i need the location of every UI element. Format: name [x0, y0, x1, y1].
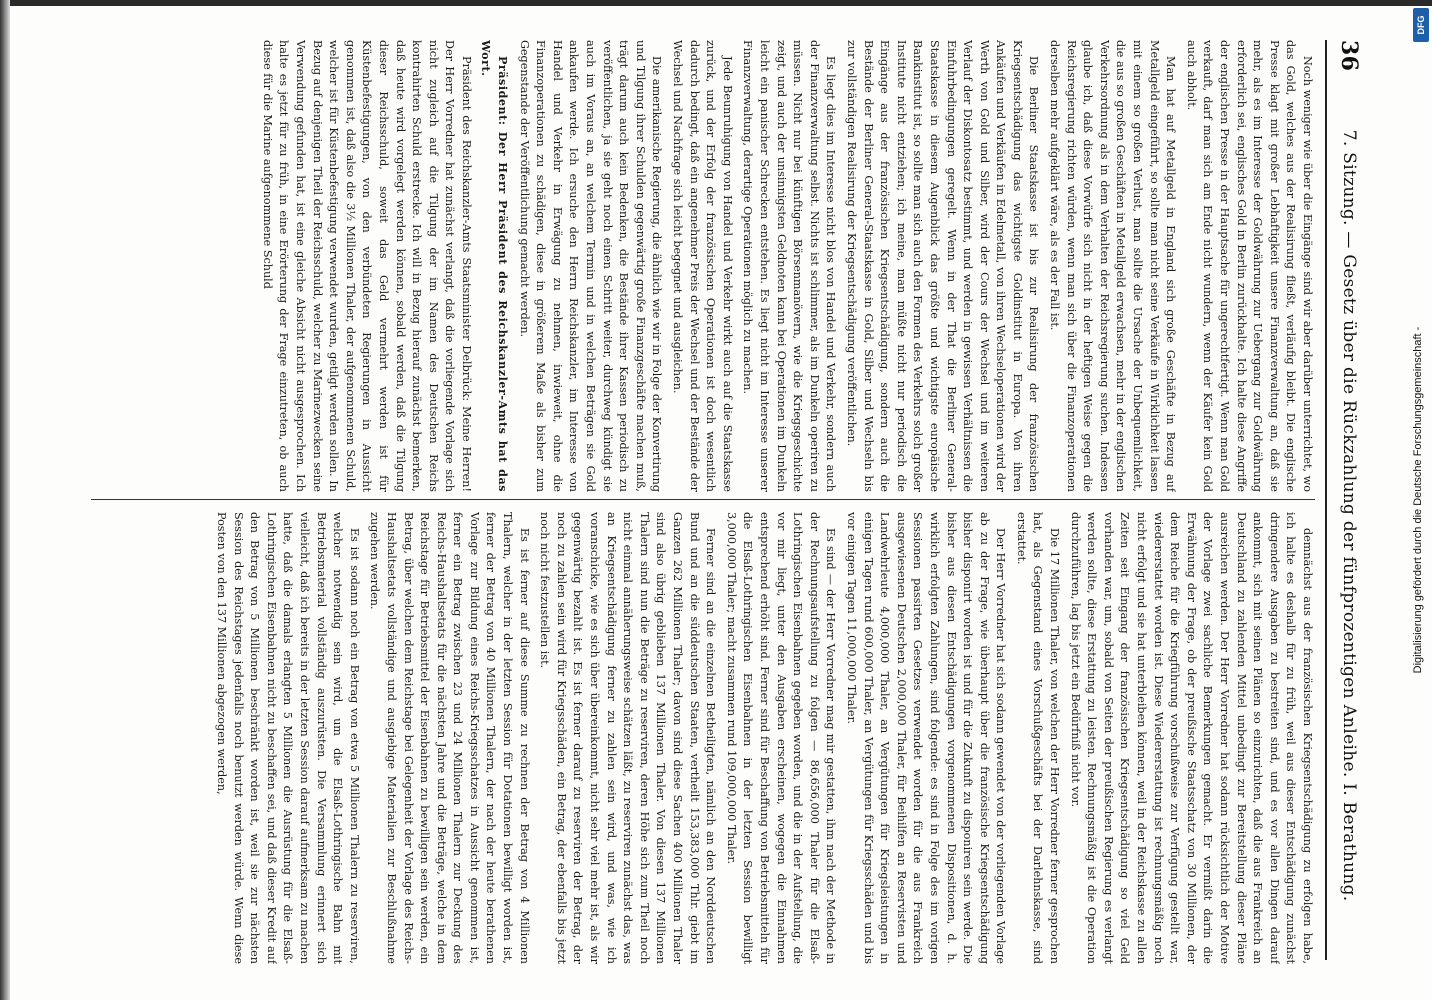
- right-text-column: [91, 512, 1315, 964]
- speaker-paragraph: Präsident: Der Herr Präsident des Reichskanzler-Amts hat das Wort.: [479, 40, 511, 492]
- paragraph: Jede Beunruhigung von Handel und Verkehr wirkt auch auf die Staatskasse zurück, und der Erfolg der französischen Operationen ist doch wesentlich dadurch bedingt, daß ein angenehmer Preis der Wechsel und der Bestände der Wechsel und Nachfrage sich leicht begegnet und ausgleichen.: [671, 40, 734, 492]
- scan-top-edge: [0, 0, 1432, 6]
- digitization-credit: [1408, 10, 1428, 990]
- paragraph: Es liegt dies im Interesse nicht blos von Handel und Verkehr, sondern auch der Finanzverwaltung selbst. Nichts ist schlimmer, als im Dunkeln operiren zu müssen. Nicht nur bei künftigen Börsenmanövern, wie die Kriegsgeschichte zeigt, und auch der unsinnigsten Geldnoten kann bei Operationen im Dunkeln leicht ein panischer Schrecken entstehen. Es liegt nicht im Interesse unserer Finanzverwaltung, derartige Operationen möglich zu machen.: [741, 40, 838, 492]
- paragraph: Es ist sodann noch ein Betrag von etwa 5 Millionen Thalern zu reserviren, welcher notwendig sein wird, um die Elsaß-Lothringische Bahn mit Betriebsmaterial vollständig auszurüsten. Die Versammlung erinnert sich vielleicht, daß ich bereits in der letzten Session darauf aufmerksam zu machen hatte, daß die damals erlangten 5 Millionen die Ausrüstung für die Elsaß-Lothringischen Eisenbahnen nicht zu beschaffen sei, und daß dieser Kredit auf den Betrag von 5 Millionen beschränkt worden ist, weil sie zur nächsten Session des Reichstages jedenfalls noch benutzt werden würde. Wenn diese Posten von den 137 Millionen abgezogen werden,: [215, 512, 361, 964]
- paragraph: Präsident des Reichskanzler-Amts Staatsminister Delbrück: Meine Herren! Der Herr Vorredner hat zunächst verlangt, daß die vorliegende Vorlage sich nicht zugleich auf die Tilgung der im Namen des Deutschen Reichs kontrahirten Schuld erstrecke. Ich will in Bezug hierauf zunächst bemerken, daß heute wird vorgelegt werden können, sobald werden, daß die Tilgung dieser Reichsschuld, soweit das Geld vermehrt werden ist für Küstenbefestigungen, von den verbündeten Regierungen in Aussicht genommen ist, daß also die 3½ Millionen Thaler, der aufgenommenen Schuld, welcher ist für Küstenbefestigung verwendet wurden, getilgt werden sollen. In Bezug auf denjenigen Theil der Reichsschuld, welcher zu Marinezwecken seine Verwendung gefunden hat, ist eine gleiche Absicht nicht ausgesprochen. Ich halte es jetzt für zu früh, in eine Erörterung der Frage einzutreten, ob auch diese für die Marine aufgenommene Schuld: [260, 40, 473, 492]
- paragraph: Die amerikanische Regierung, die ähnlich wie wir in Folge der Konvertirung und Tilgung ihrer Schulden gegenwärtig große Finanzgeschäfte machen muß, trägt darum auch kein Bedenken, die Bestände ihrer Kassen periodisch zu veröffentlichen, ja sie geht noch einen Schritt weiter, durchweg kündigt sie auch im Voraus an, an welchem Termin und in welchen Beträgen sie Gold ankaufen werde. Ich ersuche den Herrn Reichskanzler, im Interesse von Handel und Verkehr in Erwägung zu nehmen, inwieweit, ohne die Finanzoperationen zu schädigen, diese in größerem Maße als bisher zum Gegenstande der Veröffentlichung gemacht werden.: [517, 40, 664, 492]
- page-number: 36: [1336, 40, 1362, 72]
- rotated-document-page: [51, 20, 1381, 980]
- paragraph: Ferner sind an die einzelnen Betheiligten, nämlich an den Norddeutschen Bund und an die süddeutschen Staaten, vertheilt 153,383,000 Thlr. giebt im Ganzen 262 Millionen Thaler; davon sind diese Sachen 400 Millionen Thaler sind also übrig geblieben 137 Millionen Thaler. Von diesen 137 Millionen Thalern sind nun die Beträge zu reserviren, deren Höhe sich zum Theil noch nicht einmal annäherungsweise schätzen läßt, zu reserviren zunächst das, was an Kriegsentschädigung ferner zu zahlen sein wird, und was, wie ich voranschicke, wie es sich über übereinkommt, nicht sehr viel mehr ist, als wir gegenwärtig bezahlt ist. Es ist ferner darauf zu reserviren der Betrag, der noch zu zahlen sein wird für Kriegsschäden, ein Betrag, der ebenfalls bis jetzt noch nicht festzustellen ist.: [538, 512, 718, 964]
- header-rule: [1325, 40, 1327, 960]
- paragraph: Man hat auf Metallgeld in England sich große Geschäfte in Bezug auf Metallgeld eingeführt, so sollte man nicht seine Verkäufe in Wirklichkeit lassen mit einem so großen Verlust, man sollte die Ursache der Unbequemlichkeit, die aus so großen Geschäften in Metallgeld erwachsen, mehr in der englischen Verkehrsordnung als in dem Verhalten der Reichsregierung suchen. Indessen glaube ich, daß diese Vorwürfe sich nicht in der heftigen Weise gegen die Reichsregierung richten würden, wenn man sich über die Finanzoperationen derselben mehr aufgeklärt wäre, als es der Fall ist.: [1048, 40, 1178, 492]
- paragraph: Es sind — der Herr Vorredner mag mir gestatten, ihm nach der Methode in der Rechnungsaufstellung zu folgen — 86,656,000 Thaler für die Elsaß-Lothringischen Eisenbahnen gegeben worden, und die in der Aufstellung, die vor mir liegt, unter den Ausgaben erscheinen, wogegen die Einnahmen entsprechend erhöht sind. Ferner sind für Beschaffung von Betriebsmitteln für die Elsaß-Lothringischen Eisenbahnen in der letzten Session bewilligt 3,000,000 Thaler; macht zusammen rund 109,000,000 Thaler.: [724, 512, 838, 964]
- scan-left-edge: [0, 0, 10, 1000]
- dfg-logo-text: DFG: [1416, 15, 1426, 35]
- dfg-logo: [1413, 8, 1429, 42]
- paragraph: Die 17 Millionen Thaler, von welchen der Herr Vorredner ferner gesprochen hat, als Gegenstand eines Vorschußgeschäfts bei der Darlehnskasse, sind erstattet.: [1014, 512, 1062, 964]
- paragraph: demnächst aus der französischen Kriegsentschädigung zu erfolgen habe, ich halte es deshalb für zu früh, weil aus dieser Entschädigung zunächst dringendere Ausgaben zu bestreiten sind, und es vor allen Dingen darauf ankommt, sich mit seinen Plänen so einzurichten, daß die aus Frankreich an Deutschland zu zahlenden Mittel unbedingt zur Bereitstellung dieser Pläne ausreichen werden. Der Herr Vorredner hat sodann rücksichtlich der Motive der Vorlage zwei sachliche Bemerkungen gemacht. Er vermißt darin die Erwähnung der Frage, ob der preußische Staatsschatz von 30 Millionen, der dem Reiche für die Kriegführung vorschußweise zur Verfügung gestellt war, wiedererstattet worden ist. Diese Wiedererstattung ist rechnungsmäßig noch nicht erfolgt und sie hat unterbleiben können, weil in der Reichskasse zu allen Zeiten seit Eingang der französischen Kriegsentschädigung so viel Geld vorhanden war, um, sobald von Seiten der preußischen Regierung es verlangt werden sollte, diese Erstattung zu leisten. Rechnungsmäßig ist die Operation durchzuführen, lag bis jetzt ein Bedürfniß nicht vor.: [1068, 512, 1314, 964]
- paragraph: Es ist ferner auf diese Summe zu rechnen der Betrag von 4 Millionen Thalern, welcher in der letzten Session für Dotationen bewilligt worden ist, ferner der Betrag von 40 Millionen Thalern, der nach der heute berathenen Vorlage zur Bildung eines Reichs-Kriegsschatzes in Aussicht genommen ist, ferner ein Betrag zwischen 23 und 24 Millionen Thalern zur Deckung des Reichs-Haushaltsetats für die nächsten Jahre und die Beträge, welche in dem Reichstage für Betriebsmittel der Eisenbahnen zu bewilligen sein werden, ein Betrag, über welchen dem Reichstage bei Gelegenheit der Vorlage des Reichs-Haushaltsetats vollständige und ausgiebige Materialien zur Beschlußnahme zugehen werden.: [368, 512, 531, 964]
- page-header: [1329, 40, 1369, 960]
- column-divider: [91, 499, 1315, 500]
- credit-text: Digitalisierung gefördert durch die Deutsche Forschungsgemeinschaft -: [1412, 326, 1424, 674]
- paragraph: Noch weniger wie über die Eingänge sind wir aber darüber unterrichtet, wo das Gold, welches aus der Realisirung fließt, verläufig bleibt. Die englische Presse klagt mit großer Lebhaftigkeit unsere Finanzverwaltung an, daß sie mehr, als es im Interesse der Goldwährung zur Uebergang zur Goldwährung erforderlich sei, englisches Gold in Berlin zurückhalte. Ich halte diese Angriffe der englischen Presse in der Hauptsache für ungerechtfertigt. Wenn man Gold verkauft, darf man sich am Ende nicht wundern, wenn der Käufer kein Gold auch abholt.: [1184, 40, 1314, 492]
- left-text-column: [91, 40, 1315, 492]
- running-head: 7. Sitzung. — Gesetz über die Rückzahlung der fünfprozentigen Anleihe. I. Berathung.: [1339, 129, 1359, 902]
- paragraph: Der Herr Vorredner hat sich sodann gewendet von der vorliegenden Vorlage ab zu der Frage, wie überhaupt über die französische Kriegsentschädigung bisher disponirt worden ist und für die Zukunft zu disponiren sein werde. Die bisher aus diesen Entschädigungen vorgenommenen Dispositionen, d. h. wirklich erfolgten Zahlungen, sind folgende: es sind in Folge des im vorigen Sessionen passirten Gesetzes verwendet worden für die aus Frankreich ausgewiesenen Deutschen 2,000,000 Thaler, für Beihilfen an Reservisten und Landwehrleute 4,000,000 Thaler, an Vergütungen für Kriegsleistungen in einigen Tagen rund 600,000 Thaler, an Vergütungen für Kriegsschäden und bis vor einigen Tagen 11,000,000 Thaler.: [844, 512, 1008, 964]
- paragraph: Die Berliner Staatskasse ist bis zur Realisirung der französischen Kriegsentschädigung das wichtigste Goldinstitut in Europa. Von ihren Ankäufen und Verkäufen in Edelmetall, von ihren Wechseloperationen wird der Werth von Gold und Silber, wird der Cours der Wechsel und im weiteren Verlauf der Diskontosatz bestimmt, und werden in gewissen Verhältnissen die Einfuhrbedingungen geregelt. Wenn in der That die Berliner General-Staatskasse in diesem Augenblick das größte und wichtigste europäische Bankinstitut ist, so sollte man sich auch den Formen des Verkehrs solch großer Institute nicht entziehen; ich meine, man müßte nicht nur periodisch die Eingänge aus der französischen Kriegsentschädigung, sondern auch die Bestände der Berliner General-Staatskasse in Gold, Silber und Wechseln bis zur vollständigen Realisirung der Kriegsentschädigung veröffentlichen.: [844, 40, 1041, 492]
